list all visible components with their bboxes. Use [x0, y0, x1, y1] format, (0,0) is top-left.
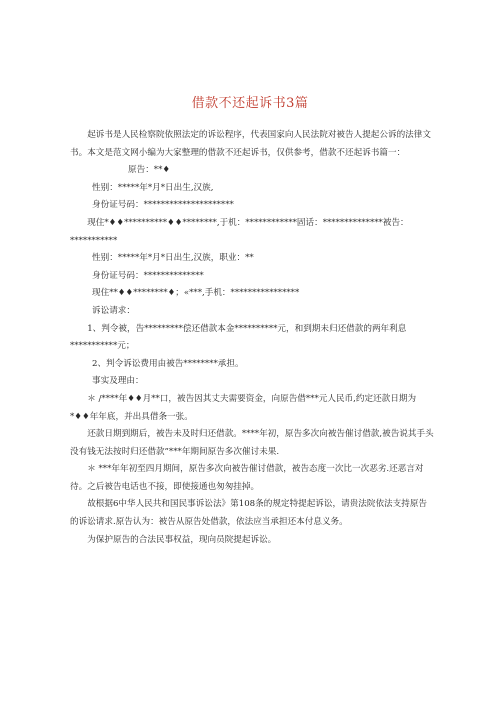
paragraph-defendant-address: 现住**♦♦********♦；«***,手机：**************** [92, 288, 300, 299]
paragraph-claim-1: 1、判令被，告*********偿还借款本金**********元，和到期未归还借款的两年利息***********元； [70, 323, 407, 352]
paragraph-fact-2: 还款日期到期后，被告未及时归还借款。****年初，原告多次向被告催讨借款,被告说其手头没有钱无法按时归还借款”***年期间原告多次催讨未果. [70, 429, 434, 457]
paragraph-legal-basis: 故根据6中华人民共和国民事诉讼法》第108条的规定特提起诉讼，请贵法院依法支持原告的诉讼请求.原告认为：被告从原告处借款，依法应当承担还本付息义务。 [70, 499, 428, 528]
plaintiff-line: 原告：**♦ [128, 165, 171, 176]
document-body [70, 127, 434, 549]
paragraph-closing: 为保护原告的合法民事权益，现向员院提起诉讼。 [87, 534, 277, 545]
paragraph-fact-3: ＊ ***年年初至四月期间，原告多次向被告催讨借款，被告态度一次比一次恶劣.还恶言对待。之后被告电话也不接，即使接通也匆匆挂掉。 [70, 464, 424, 492]
document-title: 借款不还起诉书3篇 [191, 96, 309, 111]
paragraph-intro [70, 127, 434, 180]
paragraph-claim-2: 2、判令诉讼费用由被告********承担。 [92, 358, 244, 369]
paragraph-plaintiff-id: 身份证号码：********************* [92, 200, 234, 211]
paragraph-claims-heading: 诉讼请求： [92, 305, 135, 316]
paragraph-defendant-gender: 性别：*****年*月*日出生,汉族，职业：** [92, 253, 254, 264]
paragraph-defendant-id: 身份证号码：************** [92, 270, 204, 281]
intro-text: 起诉书是人民检察院依照法定的诉讼程序，代表国家向人民法院对被告人提起公诉的法律文书。本文是范文网小编为大家整理的借款不还起诉书，仅供参考，借款不还起诉书篇一： [70, 130, 431, 158]
paragraph-facts-heading: 事实及理由： [92, 376, 144, 387]
paragraph-fact-1: ＊ /****年♦♦月**口，被告因其丈夫需要资金，向原告借***元人民币,约定还款日期为*♦♦年年底，并出具借条一张。 [70, 393, 417, 422]
paragraph-plaintiff-gender: 性别：*****年*月*日出生,汉族, [92, 182, 214, 193]
paragraph-plaintiff-address: 现住*♦♦**********♦♦********,于机：************固话：**************被告：*********** [70, 217, 409, 246]
